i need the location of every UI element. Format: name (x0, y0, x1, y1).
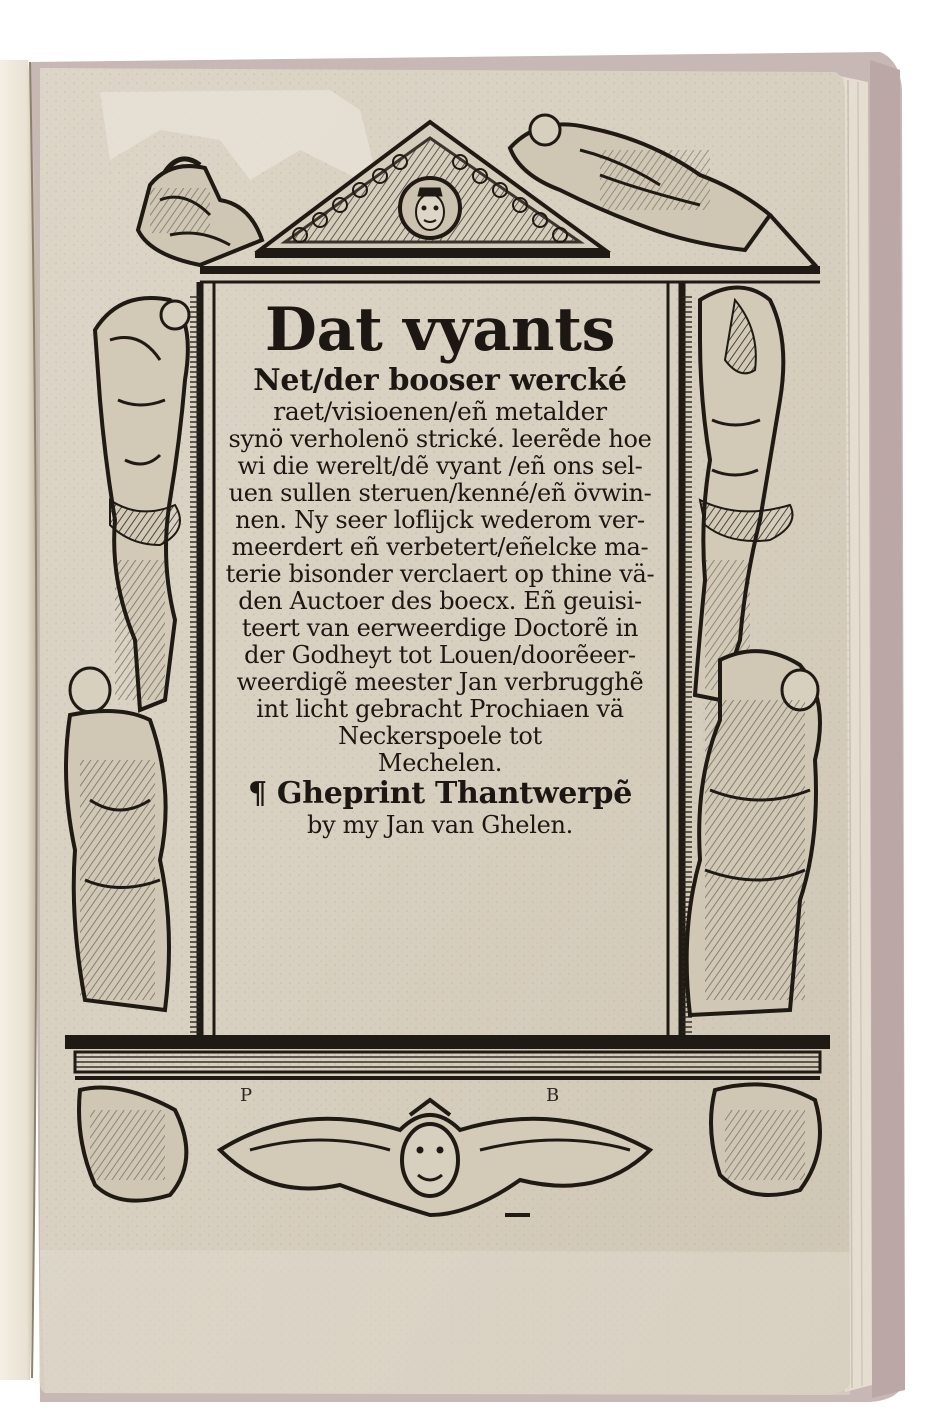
title-line: wi die werelt/dẽ vyant /eñ ons sel- (237, 452, 643, 480)
left-page (0, 60, 38, 1380)
title-line: Mechelen. (377, 749, 503, 777)
monogram-p: P (240, 1085, 253, 1106)
title-line: nen. Ny seer loflijck wederom ver- (235, 506, 645, 534)
title-line: der Godheyt tot Louen/doorẽeer- (244, 641, 636, 669)
monogram-b: B (546, 1085, 560, 1106)
title-line: Net/der booser wercké (253, 363, 627, 398)
title-line: raet/visioenen/eñ metalder (273, 397, 607, 426)
title-line: Neckerspoele tot (338, 722, 542, 750)
medallion-face (400, 178, 460, 238)
base-ledge (65, 1035, 830, 1078)
title-line: synö verholenö strické. leerẽde hoe (228, 425, 652, 453)
man-carrying-woman-right (687, 651, 820, 1015)
title-line: meerdert eñ verbetert/eñelcke ma- (231, 533, 649, 561)
title-page-text (205, 295, 675, 839)
title-line: int licht gebracht Prochiaen vä (256, 695, 624, 723)
imprint-line: by my Jan van Ghelen. (307, 811, 573, 839)
title-line: teert van eerweerdige Doctorẽ in (241, 614, 639, 642)
title-line: terie bisonder verclaert op thine vä- (225, 560, 655, 588)
title-line: uen sullen steruen/kenné/eñ övwin- (228, 479, 652, 507)
title-line: den Auctoer des boecx. Eñ geuisi- (238, 587, 642, 615)
main-title: Dat vyants (264, 295, 616, 365)
title-line: weerdigẽ meester Jan verbrugghẽ (236, 668, 644, 696)
imprint-line: ¶ Gheprint Thantwerpẽ (247, 776, 633, 811)
